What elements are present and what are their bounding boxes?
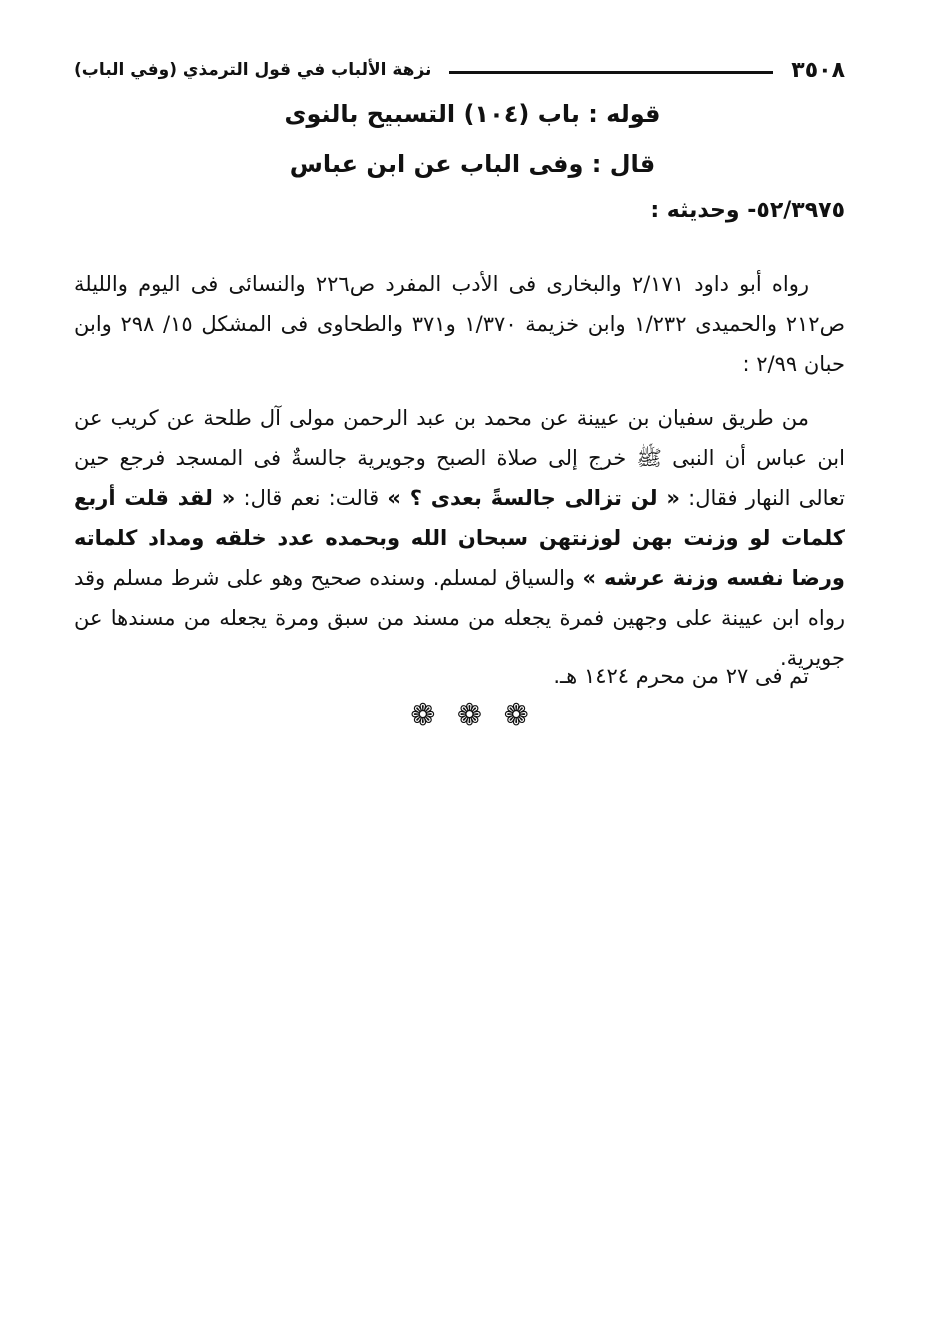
hadith-number: ٥٢/٣٩٧٥- وحديثه : xyxy=(650,198,845,223)
page-header xyxy=(74,52,845,88)
header-rule xyxy=(449,71,773,74)
sources-paragraph: رواه أبو داود ٢/١٧١ والبخارى فى الأدب المفرد ص٢٢٦ والنسائى فى اليوم والليلة ص٢١٢ والحميدى ١/٢٣٢ وابن خزيمة ١/٣٧٠ و٣٧١ والطحاوى فى المشكل ١٥/ ٢٩٨ وابن حبان ٢/٩٩ : xyxy=(74,272,845,376)
narration-text-2: قالت: نعم قال: xyxy=(235,486,388,510)
prophetic-quote-2: « لقد قلت أربع كلمات لو وزنت بهن لوزنتهن سبحان الله وبحمده عدد خلقه ومداد كلماته ورضا نفسه وزنة عرشه » xyxy=(74,486,845,590)
page-number: ٣٥٠٨ xyxy=(791,57,845,83)
prophetic-quote-1: « لن تزالى جالسةً بعدى ؟ » xyxy=(387,486,680,510)
completion-note: تم فى ٢٧ من محرم ١٤٢٤ هـ. xyxy=(553,664,809,688)
chapter-heading: قوله : باب (١٠٤) التسبيح بالنوى xyxy=(284,100,661,128)
narration-text-1: من طريق سفيان بن عيينة عن محمد بن عبد الرحمن مولى آل طلحة عن كريب عن ابن عباس أن النبى ﷺ خرج إلى صلاة الصبح وجويرية جالسةٌ فى المسجد فرجع حين تعالى النهار فقال: xyxy=(74,406,845,510)
running-title: نزهة الألباب في قول الترمذي (وفي الباب) xyxy=(74,60,432,80)
statement-heading: قال : وفى الباب عن ابن عباس xyxy=(289,150,656,178)
narration-text-3: والسياق لمسلم. وسنده صحيح وهو على شرط مسلم وقد رواه ابن عيينة على وجهين فمرة يجعله من مسند من سبق ومرة يجعله من مسندها عن جويرية. xyxy=(74,566,845,670)
narration-paragraph xyxy=(74,398,845,678)
section-end-ornament: ❁ ❁ ❁ xyxy=(410,698,535,733)
